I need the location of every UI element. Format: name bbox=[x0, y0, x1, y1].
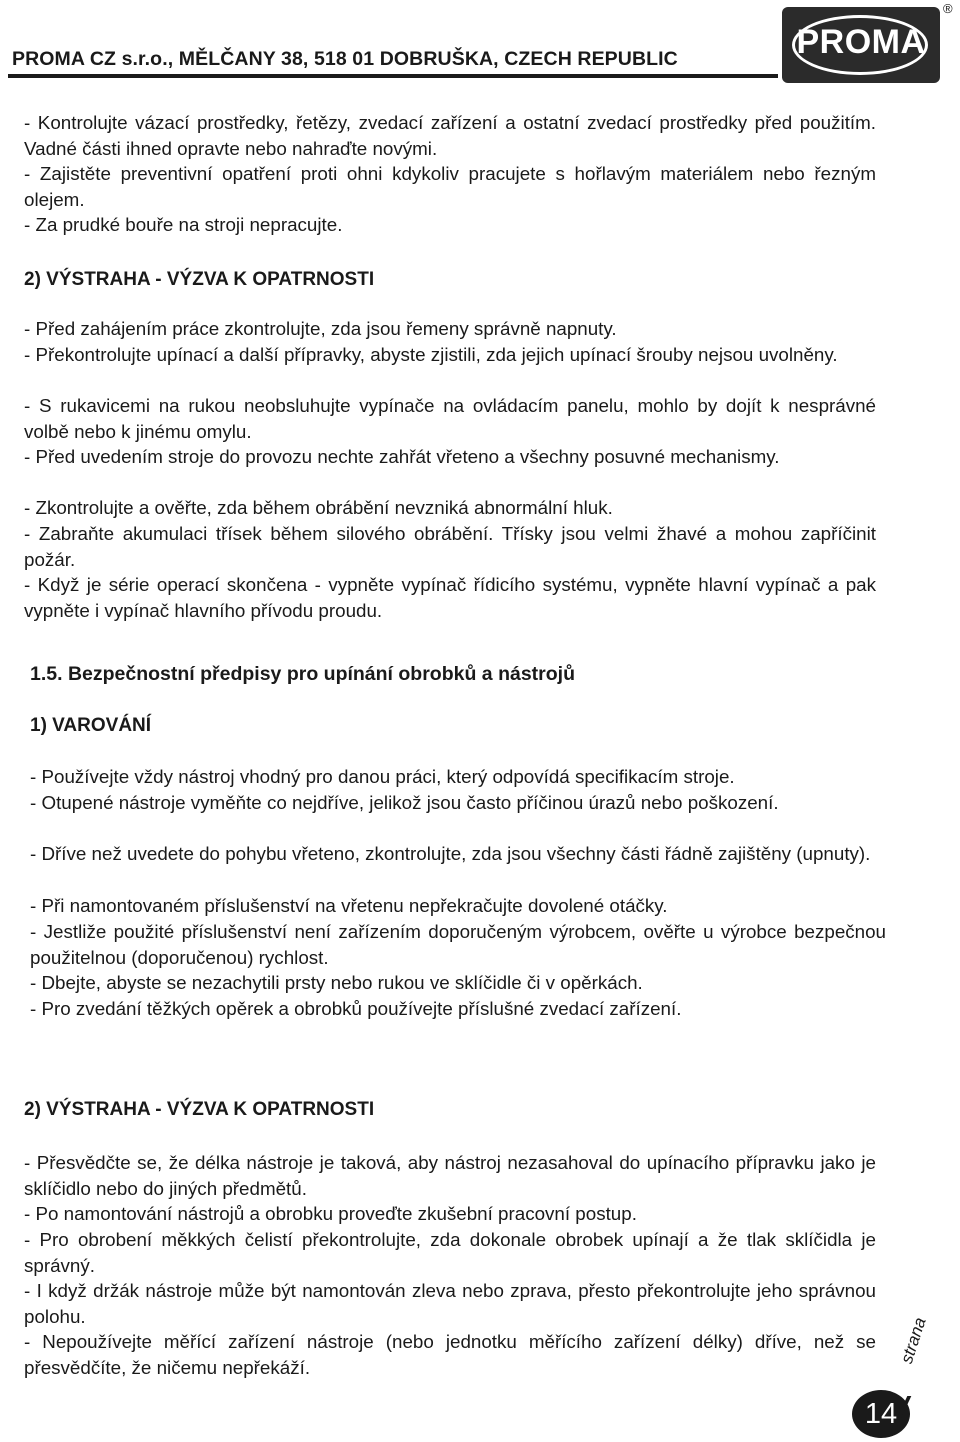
paragraph: - Používejte vždy nástroj vhodný pro danou práci, který odpovídá specifikacím stroje. bbox=[30, 766, 735, 787]
page-word: strana bbox=[897, 1315, 930, 1366]
paragraph: - Před uvedením stroje do provozu nechte zahřát vřeteno a všechny posuvné mechanismy. bbox=[24, 446, 780, 467]
paragraph: - Zabraňte akumulaci třísek během silového obrábění. Třísky jsou velmi žhavé a mohou zapříčinit požár. bbox=[24, 523, 876, 570]
paragraph: - Pro obrobení měkkých čelistí překontrolujte, zda dokonale obrobek upínají a že tlak sklíčidla je správný. bbox=[24, 1229, 876, 1276]
paragraph: - Když je série operací skončena - vypněte vypínač řídicího systému, vypněte hlavní vypínač a pak vypněte i vypínač hlavního přívodu proudu. bbox=[24, 574, 876, 621]
paragraph: - Před zahájením práce zkontrolujte, zda jsou řemeny správně napnuty. bbox=[24, 318, 617, 339]
paragraph: - Nepoužívejte měřící zařízení nástroje (nebo jednotku měřícího zařízení délky) dříve, než se přesvědčíte, že ničemu nepřekáží. bbox=[24, 1331, 876, 1378]
paragraph: - Kontrolujte vázací prostředky, řetězy, zvedací zařízení a ostatní zvedací prostředky před použitím. Vadné části ihned opravte nebo nahraďte novými. bbox=[24, 112, 876, 159]
registered-mark: ® bbox=[943, 1, 953, 16]
paragraph: - Otupené nástroje vyměňte co nejdříve, jelikož jsou často příčinou úrazů nebo poškození. bbox=[30, 792, 779, 813]
warning-heading: 2) VÝSTRAHA - VÝZVA K OPATRNOSTI bbox=[24, 1099, 375, 1120]
paragraph: - Za prudké bouře na stroji nepracujte. bbox=[24, 214, 343, 235]
paragraph: - I když držák nástroje může být namontován zleva nebo zprava, přesto překontrolujte jeho správnou polohu. bbox=[24, 1280, 876, 1327]
header-divider bbox=[8, 74, 778, 78]
section-title: 1.5. Bezpečnostní předpisy pro upínání obrobků a nástrojů bbox=[30, 663, 575, 685]
warning-heading-varovani: 1) VAROVÁNÍ bbox=[30, 715, 152, 736]
page-number: 14 bbox=[852, 1390, 910, 1438]
paragraph: - Dbejte, abyste se nezachytili prsty nebo rukou ve sklíčidle či v opěrkách. bbox=[30, 972, 643, 993]
paragraph: - S rukavicemi na rukou neobsluhujte vypínače na ovládacím panelu, mohlo by dojít k nesprávné volbě nebo k jinému omylu. bbox=[24, 395, 876, 442]
logo-text: PROMA bbox=[796, 23, 926, 61]
proma-logo bbox=[782, 7, 940, 83]
warning-heading: 2) VÝSTRAHA - VÝZVA K OPATRNOSTI bbox=[24, 269, 375, 290]
company-address: PROMA CZ s.r.o., MĚLČANY 38, 518 01 DOBRUŠKA, CZECH REPUBLIC bbox=[12, 48, 678, 70]
paragraph: - Zkontrolujte a ověřte, zda během obrábění nevzniká abnormální hluk. bbox=[24, 497, 613, 518]
paragraph: - Jestliže použité příslušenství není zařízením doporučeným výrobcem, ověřte u výrobce bezpečnou použitelnou (doporučenou) rychlost. bbox=[30, 921, 886, 968]
paragraph: - Při namontovaném příslušenství na vřetenu nepřekračujte dovolené otáčky. bbox=[30, 895, 668, 916]
paragraph: - Přesvědčte se, že délka nástroje je taková, aby nástroj nezasahoval do upínacího přípravku jako je sklíčidlo nebo do jiných předmětů. bbox=[24, 1152, 876, 1199]
paragraph: - Po namontování nástrojů a obrobku proveďte zkušební pracovní postup. bbox=[24, 1203, 637, 1224]
paragraph: - Zajistěte preventivní opatření proti ohni kdykoliv pracujete s hořlavým materiálem nebo řezným olejem. bbox=[24, 163, 876, 210]
paragraph: - Dříve než uvedete do pohybu vřeteno, zkontrolujte, zda jsou všechny části řádně zajištěny (upnuty). bbox=[30, 843, 871, 864]
paragraph: - Překontrolujte upínací a další přípravky, abyste zjistili, zda jejich upínací šrouby nejsou uvolněny. bbox=[24, 344, 838, 365]
paragraph: - Pro zvedání těžkých opěrek a obrobků používejte příslušné zvedací zařízení. bbox=[30, 998, 682, 1019]
